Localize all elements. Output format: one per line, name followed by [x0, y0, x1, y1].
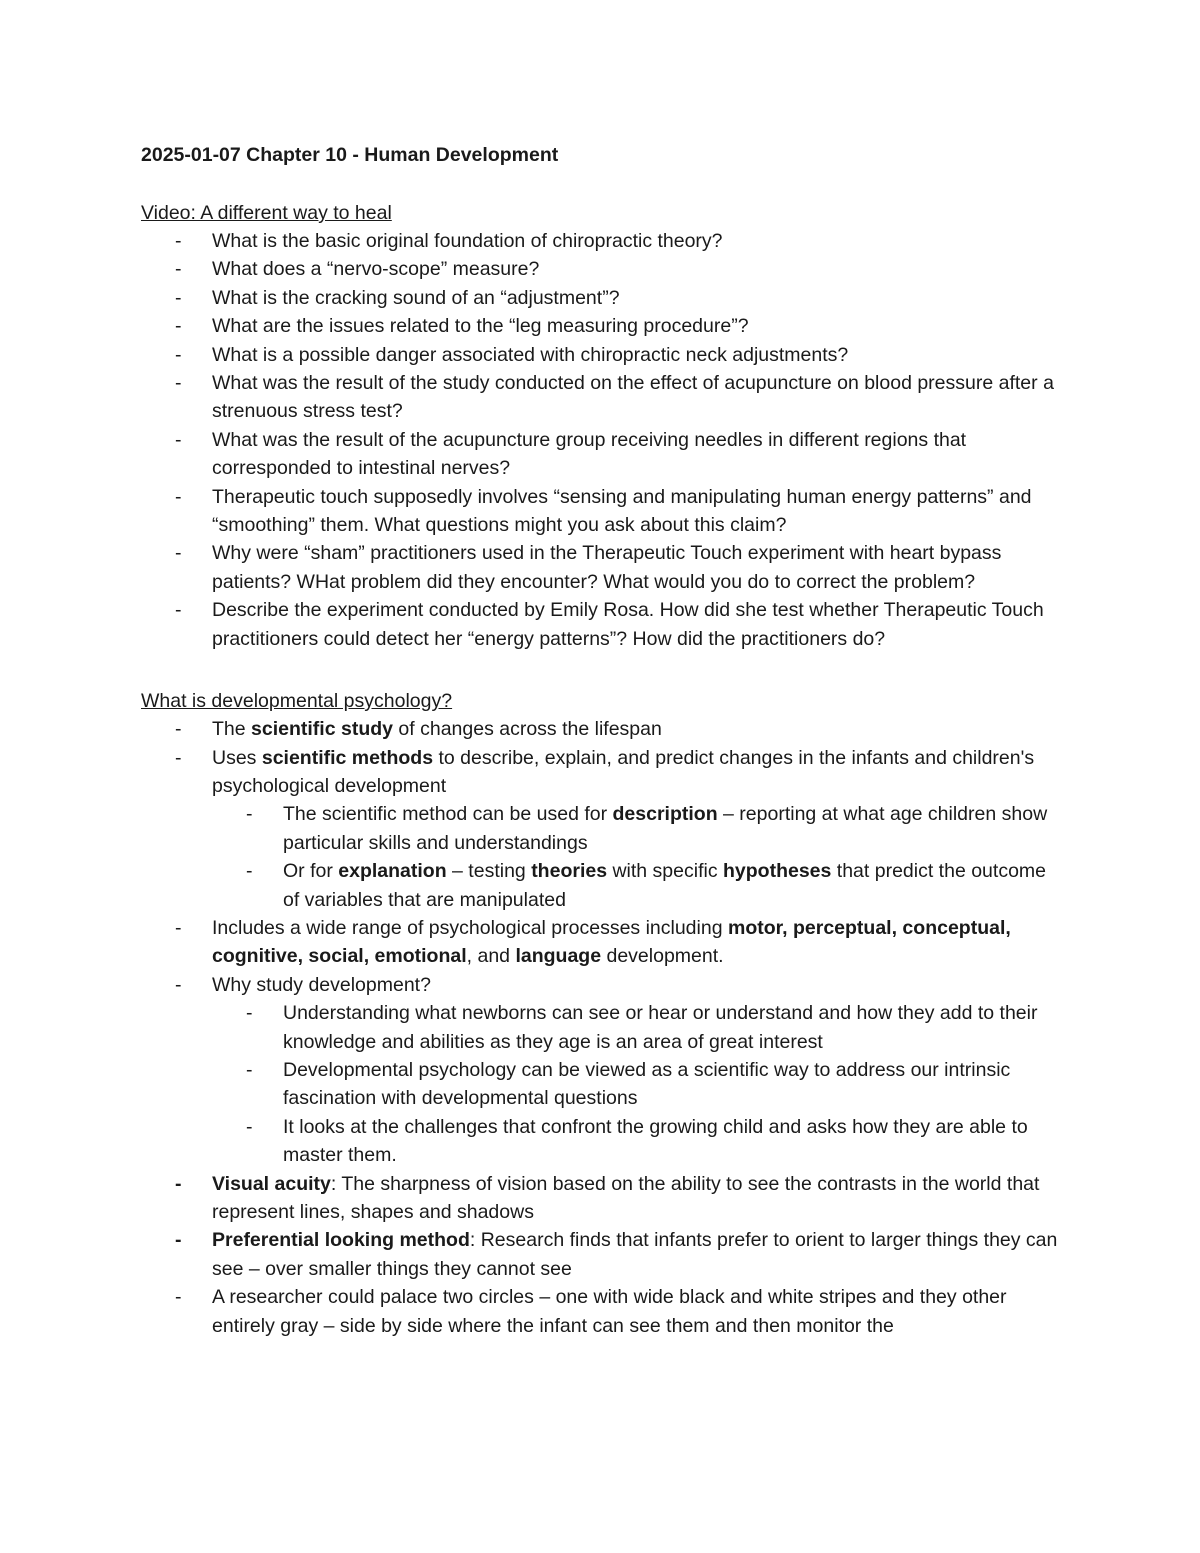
developmental-psychology-list	[141, 715, 1061, 1340]
dash-bullet: -	[175, 286, 182, 309]
video-question-list	[141, 227, 1061, 653]
sub-list-item: - The scientific method can be used for description – reporting at what age children show particular skills and understandings	[212, 800, 1061, 857]
document-title: 2025-01-07 Chapter 10 - Human Development	[141, 144, 559, 166]
dash-bullet: -	[175, 542, 182, 565]
list-item: - Why study development? - Understanding what newborns can see or hear or understand and how they add to their knowledge and abilities as they age is an area of great interest - Developmental psychology can be viewed as a scientific way to address our intrinsic fascination with developmental questions - It looks at the challenges that confront the growing child and asks how they are able to master them.	[141, 971, 1061, 1170]
sub-list	[212, 999, 1061, 1169]
dash-bullet: -	[175, 916, 182, 939]
list-item: - What is the cracking sound of an “adjustment”?	[141, 284, 1061, 312]
list-item: - What is a possible danger associated with chiropractic neck adjustments?	[141, 341, 1061, 369]
dash-bullet: -	[175, 230, 182, 252]
dash-bullet: -	[246, 1002, 253, 1025]
dash-bullet: -	[175, 973, 182, 996]
list-item: - What was the result of the study conducted on the effect of acupuncture on blood pressure after a strenuous stress test?	[141, 369, 1061, 426]
dash-bullet: -	[175, 258, 182, 281]
document-body	[141, 141, 1061, 1340]
sub-list-item: - Or for explanation – testing theories with specific hypotheses that predict the outcome of variables that are manipulated	[212, 857, 1061, 914]
sub-list-item: - It looks at the challenges that confront the growing child and asks how they are able to master them.	[212, 1113, 1061, 1170]
list-item: - What does a “nervo-scope” measure?	[141, 255, 1061, 283]
dash-bullet: -	[175, 315, 182, 338]
dash-bullet: -	[175, 1172, 182, 1195]
sub-list	[212, 800, 1061, 914]
dash-bullet: -	[175, 485, 182, 508]
dash-bullet: -	[246, 860, 253, 883]
list-item: - Describe the experiment conducted by Emily Rosa. How did she test whether Therapeutic Touch practitioners could detect her “energy patterns”? How did the practitioners do?	[141, 596, 1061, 653]
section-heading-developmental-psychology: What is developmental psychology?	[141, 690, 453, 713]
dash-bullet: -	[175, 1286, 182, 1309]
list-item: - A researcher could palace two circles – one with wide black and white stripes and they other entirely gray – side by side where the infant can see them and then monitor the	[141, 1283, 1061, 1340]
list-item: - Therapeutic touch supposedly involves “sensing and manipulating human energy patterns” and “smoothing” them. What questions might you ask about this claim?	[141, 483, 1061, 540]
list-item: - Why were “sham” practitioners used in the Therapeutic Touch experiment with heart bypass patients? WHat problem did they encounter? What would you do to correct the problem?	[141, 539, 1061, 596]
dash-bullet: -	[175, 372, 182, 395]
dash-bullet: -	[175, 746, 182, 769]
sub-list-item: - Understanding what newborns can see or hear or understand and how they add to their knowledge and abilities as they age is an area of great interest	[212, 999, 1061, 1056]
list-item: - What is the basic original foundation of chiropractic theory?	[141, 227, 1061, 255]
dash-bullet: -	[246, 1058, 253, 1081]
list-item: - Visual acuity: The sharpness of vision based on the ability to see the contrasts in the world that represent lines, shapes and shadows	[141, 1170, 1061, 1227]
dash-bullet: -	[175, 343, 182, 366]
dash-bullet: -	[246, 803, 253, 826]
dash-bullet: -	[175, 599, 182, 622]
dash-bullet: -	[246, 1115, 253, 1138]
list-item: - The scientific study of changes across the lifespan	[141, 715, 1061, 743]
list-item: - What was the result of the acupuncture group receiving needles in different regions that corresponded to intestinal nerves?	[141, 426, 1061, 483]
list-item: - Uses scientific methods to describe, explain, and predict changes in the infants and children's psychological development - The scientific method can be used for description – reporting at what age children show particular skills and understandings - Or for explanation – testing theories with specific hypotheses that predict the outcome of variables that are manipulated	[141, 744, 1061, 914]
dash-bullet: -	[175, 428, 182, 451]
list-item: - Preferential looking method: Research finds that infants prefer to orient to larger things they can see – over smaller things they cannot see	[141, 1226, 1061, 1283]
list-item: - Includes a wide range of psychological processes including motor, perceptual, conceptual, cognitive, social, emotional, and language development.	[141, 914, 1061, 971]
list-item: - What are the issues related to the “leg measuring procedure”?	[141, 312, 1061, 340]
sub-list-item: - Developmental psychology can be viewed as a scientific way to address our intrinsic fascination with developmental questions	[212, 1056, 1061, 1113]
section-heading-video: Video: A different way to heal	[141, 202, 392, 224]
dash-bullet: -	[175, 1229, 182, 1252]
dash-bullet: -	[175, 718, 182, 741]
